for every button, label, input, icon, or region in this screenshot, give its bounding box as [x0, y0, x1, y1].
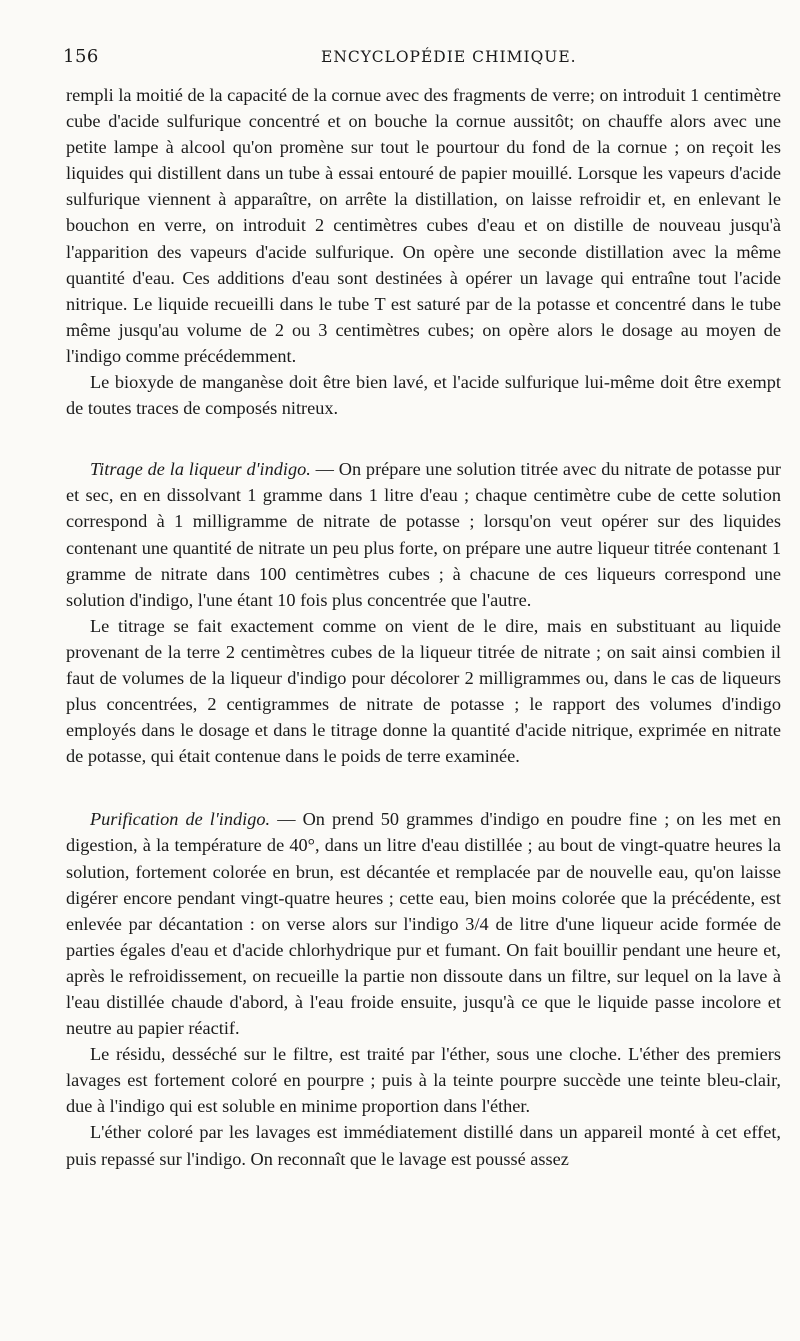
running-title: ENCYCLOPÉDIE CHIMIQUE. [321, 48, 577, 66]
paragraph-text: Le résidu, desséché sur le filtre, est traité par l'éther, sous une cloche. L'éther des premiers lavages est fortement coloré en pourpre ; puis à la teinte pourpre succède une teinte bleu-clair, due à l'indigo qui est soluble en minime proportion dans l'éther. [66, 1044, 781, 1117]
section-heading-purification: Purification de l'indigo. [90, 809, 271, 830]
paragraph-text: — On prépare une solution titrée avec du nitrate de potasse pur et sec, en en dissolvant 1 gramme dans 1 litre d'eau ; chaque centimètre cube de cette solution correspond à 1 milligramme de nitrate de potasse ; lorsqu'on veut opérer sur des liquides contenant une quantité de nitrate un peu plus forte, on prépare une autre liqueur titrée contenant 1 gramme de nitrate dans 100 centimètres cubes ; à chacune de ces liqueurs correspond une solution d'indigo, l'une étant 10 fois plus concentrée que l'autre. [66, 459, 782, 610]
paragraph [66, 1119, 781, 1171]
paragraph-text: L'éther coloré par les lavages est immédiatement distillé dans un appareil monté à cet effet, puis repassé sur l'indigo. On reconnaît que le lavage est poussé assez [66, 1122, 781, 1169]
section-heading-titrage: Titrage de la liqueur d'indigo. [90, 459, 311, 480]
paragraph-text: — On prend 50 grammes d'indigo en poudre fine ; on les met en digestion, à la température de 40°, dans un litre d'eau distillée ; au bout de vingt-quatre heures la solution, fortement colorée en brun, est décantée et remplacée par de nouvelle eau, qu'on laisse digérer encore pendant vingt-quatre heures ; cette eau, bien moins colorée que la précédente, est enlevée par décantation : on verse alors sur l'indigo 3/4 de litre d'une liqueur acide formée de parties égales d'eau et d'acide chlorhydrique pur et fumant. On fait bouillir pendant une heure et, après le refroidissement, on recueille la partie non dissoute dans un filtre, sur lequel on la lave à l'eau distillée chaude d'abord, à l'eau froide ensuite, jusqu'à ce que le liquide passe incolore et neutre au papier réactif. [66, 809, 781, 1039]
paragraph-continued [66, 82, 781, 369]
page-body [66, 82, 781, 1172]
paragraph-text: Le bioxyde de manganèse doit être bien lavé, et l'acide sulfurique lui-même doit être exempt de toutes traces de composés nitreux. [66, 372, 781, 419]
paragraph-text: Le titrage se fait exactement comme on vient de le dire, mais en substituant au liquide provenant de la terre 2 centimètres cubes de la liqueur titrée de nitrate ; on sait ainsi combien il faut de volumes de la liqueur d'indigo pour décolorer 2 milligrammes ou, dans le cas de liqueurs plus concentrées, 2 centigrammes de nitrate de potasse ; le rapport des volumes d'indigo employés dans le dosage et dans le titrage donne la quantité d'acide nitrique, exprimée en nitrate de potasse, qui était contenue dans le poids de terre examinée. [66, 615, 781, 767]
section-purification [66, 806, 781, 1041]
section-titrage [66, 456, 781, 613]
paragraph [66, 369, 781, 421]
running-header [63, 46, 778, 70]
paragraph [66, 613, 781, 770]
paragraph-text: rempli la moitié de la capacité de la cornue avec des fragments de verre; on introduit 1 centimètre cube d'acide sulfurique concentré et on bouche la cornue aussitôt; on chauffe alors avec une petite lampe à alcool qu'on promène sur tout le pourtour du fond de la cornue ; on reçoit les liquides qui distillent dans un tube à essai entouré de papier mouillé. Lorsque les vapeurs d'acide sulfurique viennent à apparaître, on arrête la distillation, on laisse refroidir et, en enlevant le bouchon en verre, on introduit 2 centimètres cubes d'eau et on distille de nouveau jusqu'à l'apparition des vapeurs d'acide sulfurique. On opère une seconde distillation avec la même quantité d'eau. Ces additions d'eau sont destinées à opérer un lavage qui entraîne tout l'acide nitrique. Le liquide recueilli dans le tube T est saturé par de la potasse et concentré dans le tube même jusqu'au volume de 2 ou 3 centimètres cubes; on opère alors le dosage au moyen de l'indigo comme précédemment. [66, 85, 781, 366]
page-number: 156 [63, 46, 99, 67]
paragraph [66, 1041, 781, 1119]
